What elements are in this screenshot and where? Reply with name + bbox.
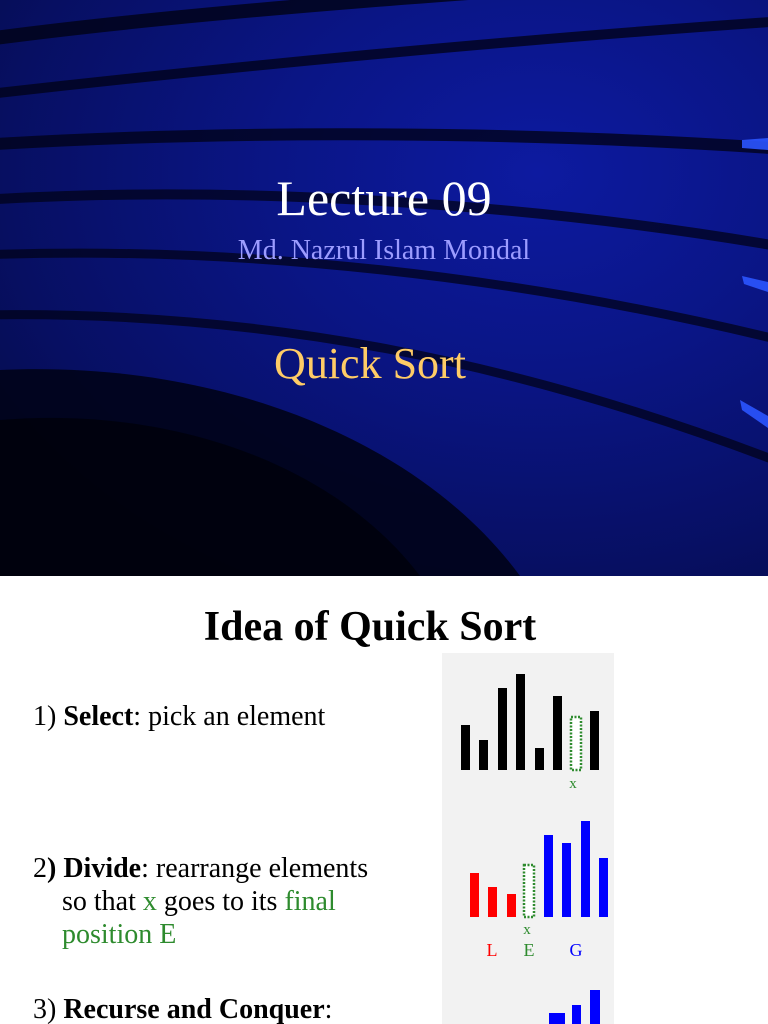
step-text: : — [324, 994, 333, 1024]
bar — [470, 873, 479, 917]
author-name: Md. Nazrul Islam Mondal — [237, 235, 531, 266]
step-number: 2 — [33, 853, 47, 884]
bar — [599, 858, 608, 917]
content-slide — [0, 576, 768, 1024]
step-divide — [33, 852, 368, 951]
step-text: : pick an element — [133, 701, 326, 732]
quicksort-figure — [442, 653, 614, 1024]
slide-title: Idea of Quick Sort — [203, 604, 537, 650]
topic-title: Quick Sort — [274, 339, 466, 388]
bar — [549, 1013, 565, 1024]
label-G: G — [569, 940, 583, 960]
step-line-3: position E — [62, 919, 177, 950]
pivot-label-1: x — [569, 776, 577, 792]
bar — [498, 688, 507, 770]
final-word: final — [284, 886, 336, 917]
step-keyword: Select — [63, 701, 134, 732]
step-keyword: ) Divide — [47, 853, 142, 884]
bar — [590, 990, 600, 1024]
bar — [590, 711, 599, 770]
bar — [507, 894, 516, 917]
bars-diagram — [442, 653, 614, 1024]
lecture-title: Lecture 09 — [276, 170, 492, 226]
bar — [479, 740, 488, 770]
step-recurse — [33, 993, 332, 1024]
label-E: E — [523, 940, 535, 960]
text-fragment: goes to its — [156, 886, 285, 917]
pivot-x: x — [142, 886, 157, 917]
bar — [516, 674, 525, 770]
pivot-label-2: x — [523, 922, 531, 938]
label-L: L — [486, 940, 498, 960]
step-number: 1) — [33, 701, 57, 732]
step-number: 3) — [33, 994, 57, 1024]
bar — [544, 835, 553, 917]
text-fragment: so that — [62, 886, 143, 917]
pivot-bar-2 — [524, 865, 534, 917]
step-keyword: Recurse and Conquer — [63, 994, 325, 1024]
bar — [488, 887, 497, 917]
step-select — [33, 700, 325, 733]
bar — [461, 725, 470, 770]
bar — [581, 821, 590, 917]
bar — [562, 843, 571, 917]
less-bars — [470, 873, 516, 917]
step-text: : rearrange elements — [141, 853, 369, 884]
bar — [535, 748, 544, 770]
bar — [553, 696, 562, 770]
greater-bars — [544, 821, 608, 917]
bar — [572, 1005, 581, 1024]
recurse-bars — [549, 990, 600, 1024]
step-line-2 — [33, 885, 368, 918]
pivot-bar — [571, 717, 581, 770]
